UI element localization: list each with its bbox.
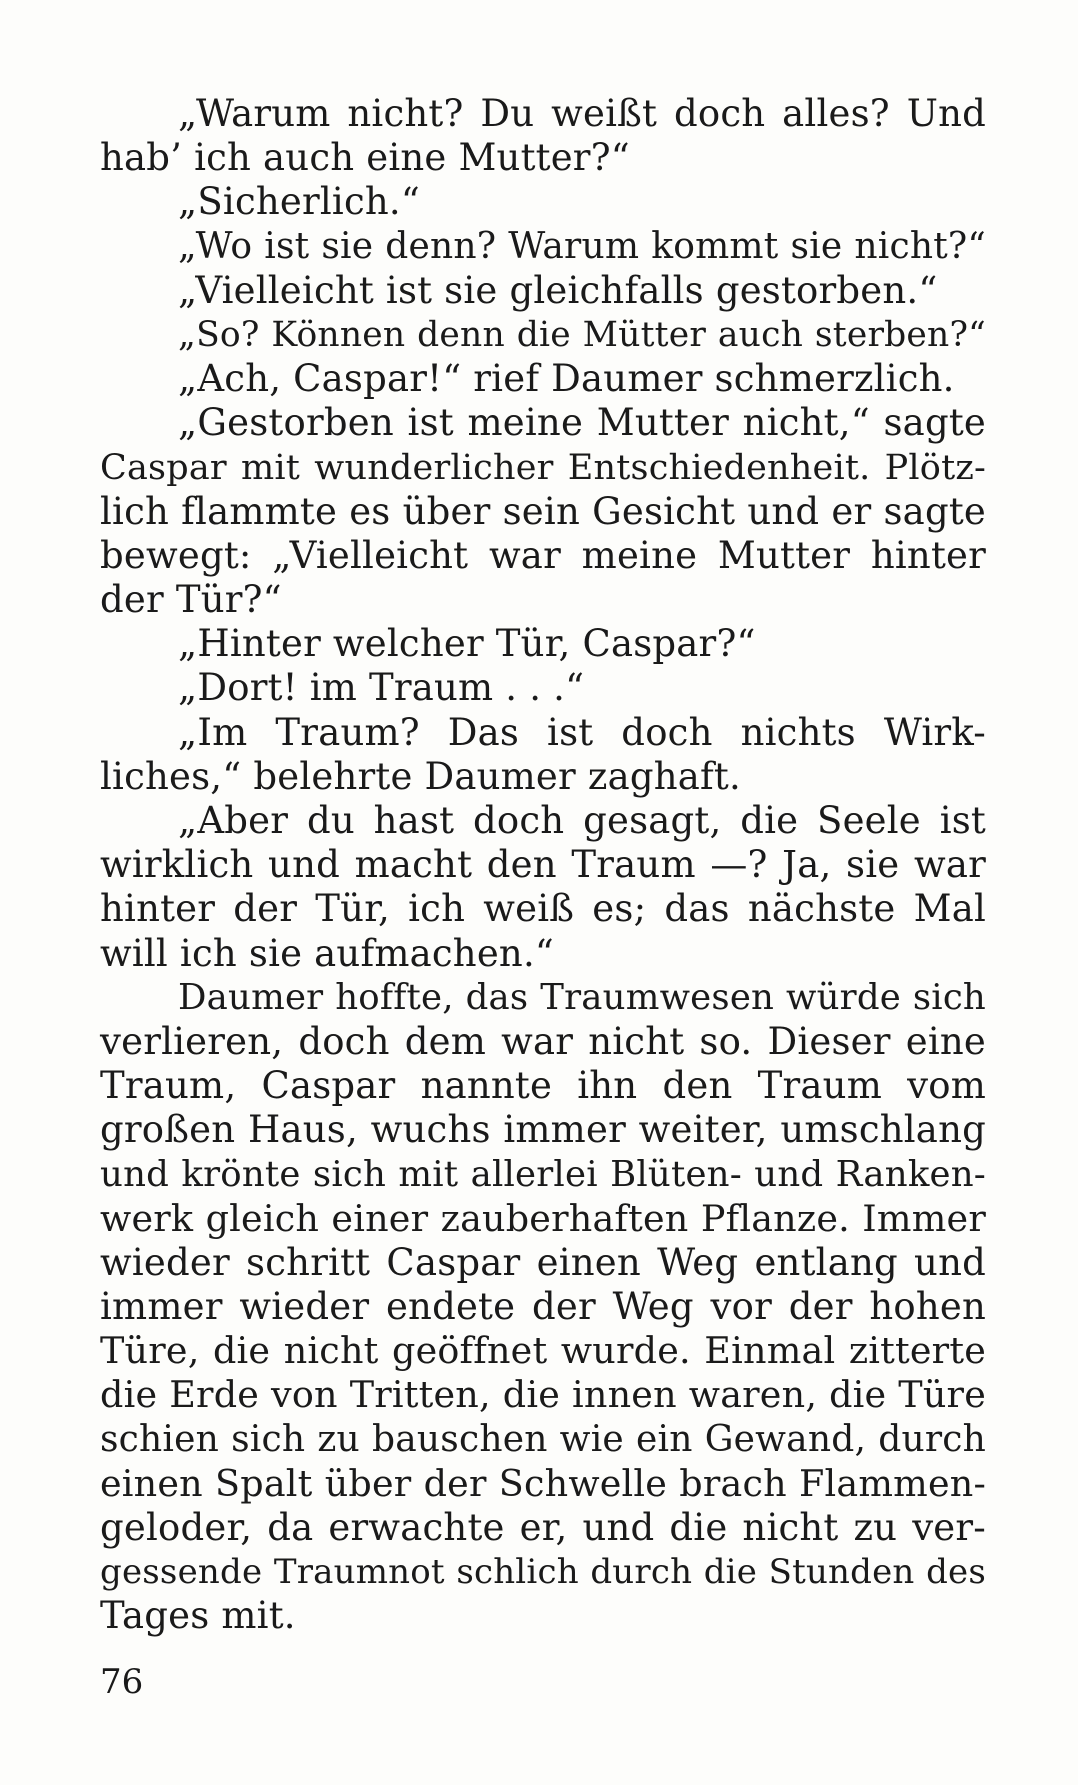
body-text bbox=[100, 92, 986, 1639]
text-line: hinter der Tür, ich weiß es; das nächste Mal bbox=[100, 887, 986, 931]
text-line: „Dort! im Traum . . .“ bbox=[178, 666, 585, 710]
text-line: bewegt: „Vielleicht war meine Mutter hinter bbox=[100, 533, 986, 577]
text-line: wieder schritt Caspar einen Weg entlang und bbox=[100, 1240, 986, 1284]
text-line: einen Spalt über der Schwelle brach Flammen- bbox=[100, 1461, 986, 1505]
text-line: „Warum nicht? Du weißt doch alles? Und bbox=[178, 92, 986, 135]
text-line: wirklich und macht den Traum —? Ja, sie war bbox=[100, 843, 986, 887]
text-line: „Im Traum? Das ist doch nichts Wirk- bbox=[178, 710, 986, 754]
text-line: will ich sie aufmachen.“ bbox=[100, 931, 555, 975]
text-line: „Aber du hast doch gesagt, die Seele ist bbox=[178, 799, 986, 842]
text-line: „Wo ist sie denn? Warum kommt sie nicht?“ bbox=[178, 225, 986, 267]
text-line: Traum, Caspar nannte ihn den Traum vom bbox=[100, 1064, 986, 1108]
text-line: geloder, da erwachte er, und die nicht zu ver- bbox=[100, 1506, 986, 1549]
text-line: „Sicherlich.“ bbox=[178, 180, 420, 224]
text-line: immer wieder endete der Weg vor der hohen bbox=[100, 1285, 986, 1329]
text-line: und krönte sich mit allerlei Blüten- und Ranken- bbox=[100, 1153, 986, 1195]
text-line: „So? Können denn die Mütter auch sterben?“ bbox=[178, 314, 986, 355]
text-line: lich flammte es über sein Gesicht und er sagte bbox=[100, 489, 986, 533]
text-line: Tages mit. bbox=[100, 1594, 296, 1638]
text-line: schien sich zu bauschen wie ein Gewand, durch bbox=[100, 1418, 986, 1460]
text-line: Caspar mit wunderlicher Entschiedenheit. Plötz- bbox=[100, 447, 986, 488]
text-line: „Hinter welcher Tür, Caspar?“ bbox=[178, 622, 756, 666]
text-line: verlieren, doch dem war nicht so. Dieser eine bbox=[100, 1019, 986, 1063]
text-line: die Erde von Tritten, die innen waren, die Türe bbox=[100, 1373, 986, 1417]
text-line: „Ach, Caspar!“ rief Daumer schmerzlich. bbox=[178, 357, 955, 401]
text-line: „Vielleicht ist sie gleichfalls gestorben.“ bbox=[178, 268, 938, 312]
text-line: großen Haus, wuchs immer weiter, umschlang bbox=[100, 1108, 986, 1152]
text-line: gessende Traumnot schlich durch die Stunden des bbox=[100, 1552, 986, 1593]
text-line: der Tür?“ bbox=[100, 578, 282, 622]
text-line: werk gleich einer zauberhaften Pflanze. Immer bbox=[100, 1196, 986, 1240]
text-line: „Gestorben ist meine Mutter nicht,“ sagte bbox=[178, 401, 986, 445]
text-line: liches,“ belehrte Daumer zaghaft. bbox=[100, 754, 741, 798]
text-line: Daumer hoffte, das Traumwesen würde sich bbox=[178, 976, 986, 1018]
text-line: Türe, die nicht geöffnet wurde. Einmal zitterte bbox=[100, 1329, 986, 1373]
text-line: hab’ ich auch eine Mutter?“ bbox=[100, 136, 630, 180]
page-number: 76 bbox=[100, 1662, 144, 1702]
